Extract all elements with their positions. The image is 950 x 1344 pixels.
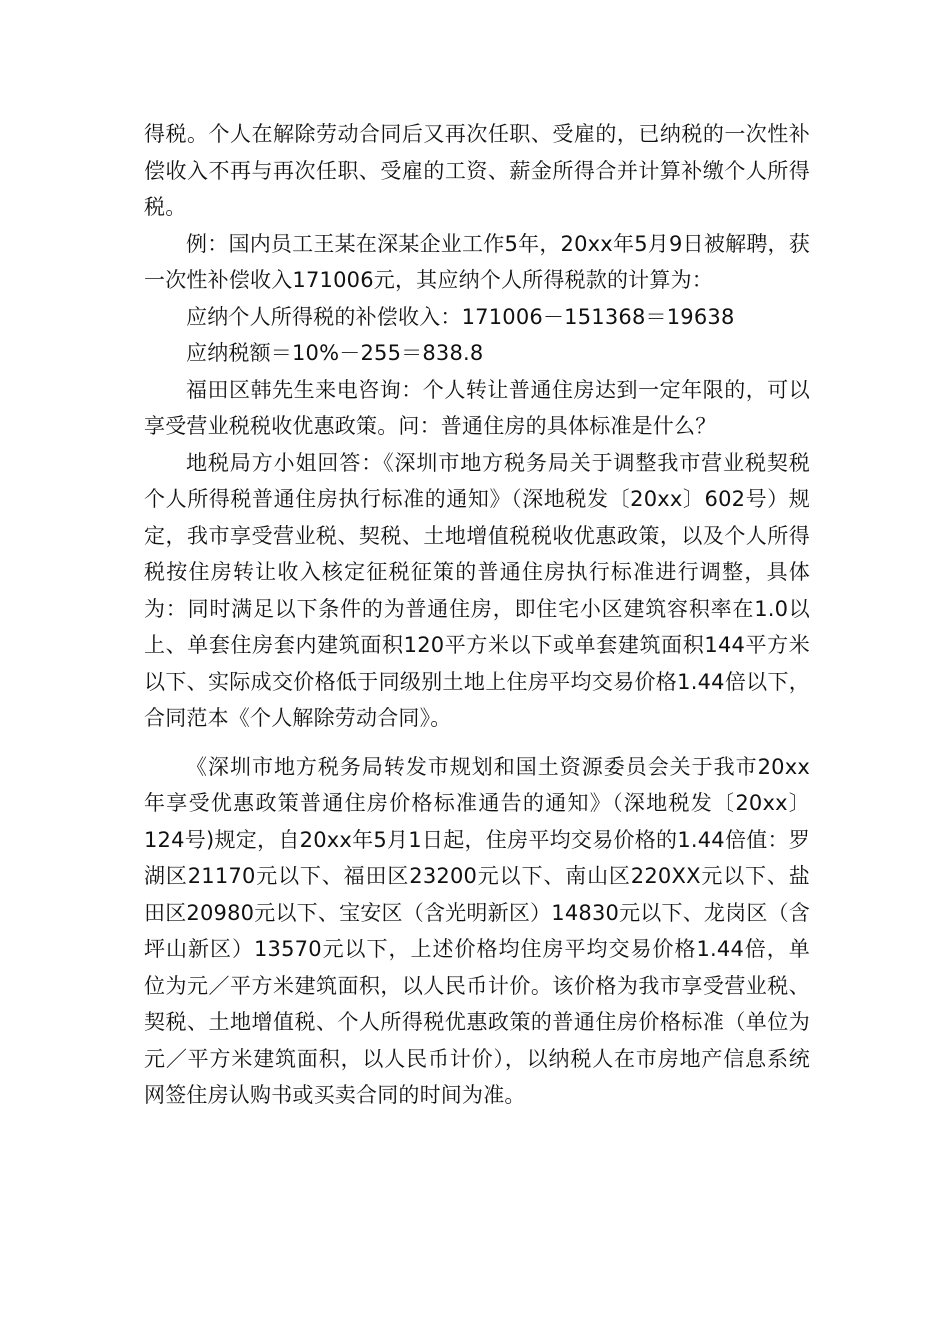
paragraph-question: 福田区韩先生来电咨询：个人转让普通住房达到一定年限的，可以享受营业税税收优惠政策。问：普通住房的具体标准是什么？ [144, 377, 810, 438]
paragraph-taxable-income: 应纳个人所得税的补偿收入：171006－151368＝19638 [186, 304, 735, 329]
paragraph-example: 例：国内员工王某在深某企业工作5年，20xx年5月9日被解聘，获一次性补偿收入171006元，其应纳个人所得税款的计算为： [144, 231, 810, 292]
document-body [144, 116, 810, 1114]
paragraph-answer: 地税局方小姐回答：《深圳市地方税务局关于调整我市营业税契税个人所得税普通住房执行标准的通知》（深地税发〔20xx〕602号）规定，我市享受营业税、契税、土地增值税税收优惠政策，以及个人所得税按住房转让收入核定征税征策的普通住房执行标准进行调整，具体为：同时满足以下条件的为普通住房，即住宅小区建筑容积率在1.0以上、单套住房套内建筑面积120平方米以下或单套建筑面积144平方米以下、实际成交价格低于同级别土地上住房平均交易价格1.44倍以下，合同范本《个人解除劳动合同》。 [144, 450, 810, 730]
paragraph-continuation: 得税。个人在解除劳动合同后又再次任职、受雇的，已纳税的一次性补偿收入不再与再次任职、受雇的工资、薪金所得合并计算补缴个人所得税。 [144, 122, 810, 219]
paragraph-price-standard: 《深圳市地方税务局转发市规划和国土资源委员会关于我市20xx年享受优惠政策普通住房价格标准通告的通知》（深地税发〔20xx〕124号)规定，自20xx年5月1日起，住房平均交易价格的1.44倍值：罗湖区21170元以下、福田区23200元以下、南山区220XX元以下、盐田区20980元以下、宝安区（含光明新区）14830元以下、龙岗区（含坪山新区）13570元以下，上述价格均住房平均交易价格1.44倍，单位为元／平方米建筑面积，以人民币计价。该价格为我市享受营业税、契税、土地增值税、个人所得税优惠政策的普通住房价格标准（单位为元／平方米建筑面积，以人民币计价），以纳税人在市房地产信息系统网签住房认购书或买卖合同的时间为准。 [144, 754, 810, 1107]
paragraph-tax-amount: 应纳税额＝10%－255＝838.8 [186, 341, 484, 365]
